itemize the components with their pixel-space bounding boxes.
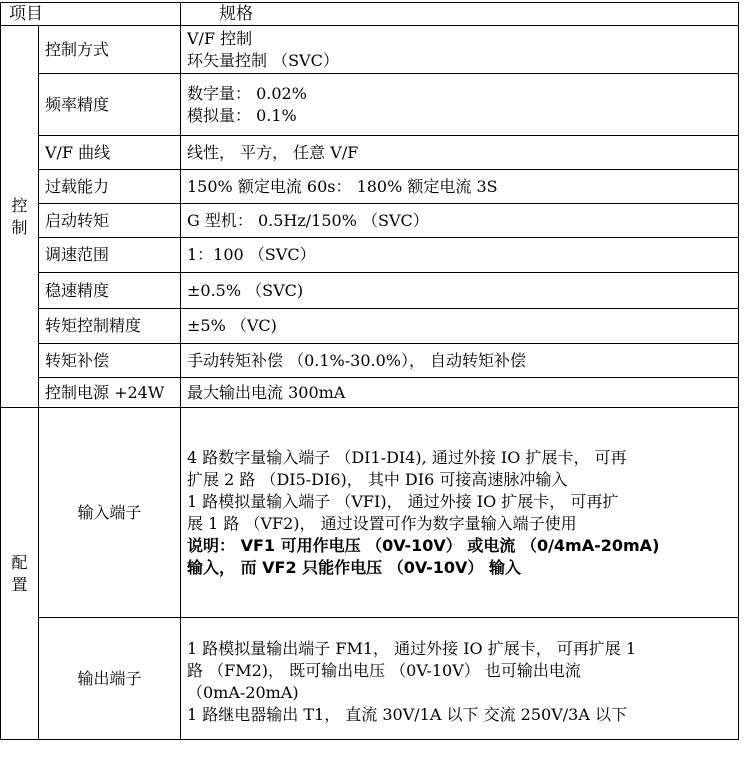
row-name: 控制电源 +24W: [39, 378, 181, 408]
table-row: [1, 74, 739, 136]
row-name: 转矩控制精度: [39, 309, 181, 344]
table-row: [1, 238, 739, 273]
row-name: V/F 曲线: [39, 136, 181, 170]
row-name: 过载能力: [39, 170, 181, 204]
row-value: 数字量： 0.02% 模拟量： 0.1%: [181, 74, 739, 136]
spec-table: [0, 2, 739, 740]
row-name: 稳速精度: [39, 273, 181, 309]
row-value: ±5% （VC): [181, 309, 739, 344]
row-name: 启动转矩: [39, 204, 181, 238]
table-row: [1, 136, 739, 170]
row-name: 转矩补偿: [39, 344, 181, 378]
row-name: 控制方式: [39, 26, 181, 74]
row-value: 4 路数字量输入端子 （DI1-DI4), 通过外接 IO 扩展卡， 可再 扩展 2 路 （DI5-DI6)， 其中 DI6 可接高速脉冲输入 1 路模拟量输入端子 （VFI)， 通过外接 IO 扩展卡， 可再扩 展 1 路 （VF2)， 通过设置可作为数字量输入端子使用 说明： VF1 可用作电压 （0V-10V） 或电流 （0/4mA-20mA) 输入， 而 VF2 只能作电压 （0V-10V） 输入: [181, 408, 739, 618]
category-control: 控制: [1, 26, 39, 408]
table-row: [1, 273, 739, 309]
header-item: 项目: [1, 3, 181, 26]
table-row: [1, 26, 739, 74]
row-name: 输入端子: [39, 408, 181, 618]
table-row: [1, 618, 739, 740]
input-note: 输入， 而 VF2 只能作电压 （0V-10V） 输入: [187, 557, 521, 577]
header-row: [1, 3, 739, 26]
header-spec: 规格: [181, 3, 739, 26]
row-value: V/F 控制 环矢量控制 （SVC）: [181, 26, 739, 74]
row-value: ±0.5% （SVC): [181, 273, 739, 309]
table-row: [1, 344, 739, 378]
table-row: [1, 170, 739, 204]
row-value: 1：100 （SVC）: [181, 238, 739, 273]
input-note: 说明： VF1 可用作电压 （0V-10V） 或电流 （0/4mA-20mA): [187, 535, 660, 555]
table-row: [1, 309, 739, 344]
row-name: 调速范围: [39, 238, 181, 273]
table-row: [1, 204, 739, 238]
row-value: 1 路模拟量输出端子 FM1， 通过外接 IO 扩展卡， 可再扩展 1 路 （FM2)， 既可输出电压 （0V-10V） 也可输出电流 （0mA-20mA) 1 路继电器输出 T1， 直流 30V/1A 以下 交流 250V/3A 以下: [181, 618, 739, 740]
row-value: G 型机： 0.5Hz/150% （SVC）: [181, 204, 739, 238]
category-config: 配置: [1, 408, 39, 740]
row-value: 线性， 平方， 任意 V/F: [181, 136, 739, 170]
row-value: 最大输出电流 300mA: [181, 378, 739, 408]
row-name: 输出端子: [39, 618, 181, 740]
table-row: [1, 378, 739, 408]
row-value: 150% 额定电流 60s： 180% 额定电流 3S: [181, 170, 739, 204]
table-row: [1, 408, 739, 618]
row-name: 频率精度: [39, 74, 181, 136]
row-value: 手动转矩补偿 （0.1%-30.0%）， 自动转矩补偿: [181, 344, 739, 378]
